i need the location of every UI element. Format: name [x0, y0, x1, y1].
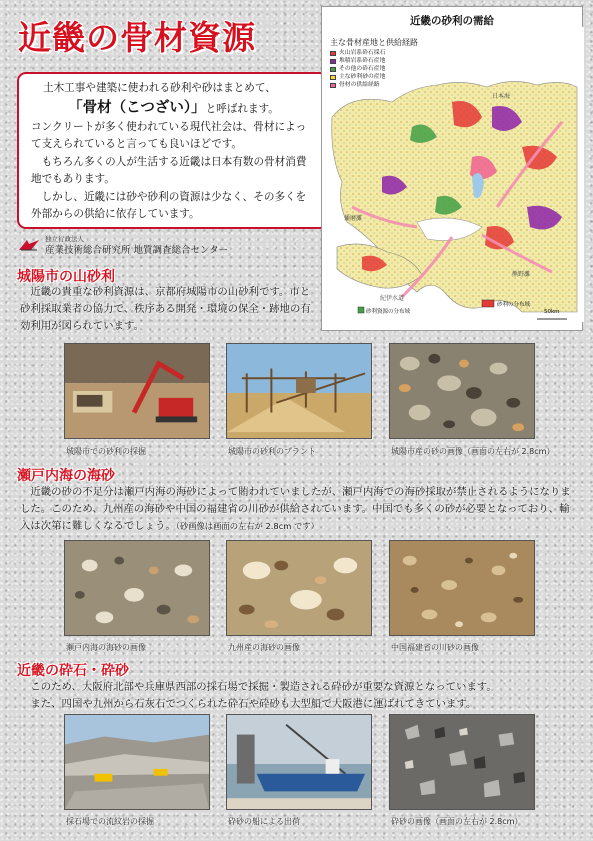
- legend-swatch: [330, 51, 336, 56]
- section-text-crushed-1: このため、大阪府北部や兵庫県西部の採石場で採掘・製造される砕砂が重要な資源となっています。: [30, 681, 497, 693]
- section-note-seto: （砂画像は画面の左右が 2.8cm です）: [175, 521, 319, 531]
- legend-label: その他の砕石産地: [339, 66, 386, 72]
- map-bottom-legend: 砂利資源の分布域: [366, 309, 411, 315]
- section-heading-seto: 瀬戸内海の海砂: [17, 468, 115, 484]
- sea-label: 播磨灘: [344, 215, 363, 222]
- map-legend: [330, 49, 385, 89]
- photo-ship-loading: [226, 714, 372, 810]
- legend-label: 火山岩系砕石採石: [339, 50, 386, 56]
- section-text-crushed-2: また、四国や九州から石灰石でつくられた砕石や砕砂も大型船で大阪港に運ばれてきています。: [30, 698, 477, 710]
- photo-crushed-sand: [389, 714, 535, 810]
- legend-swatch: [330, 59, 336, 64]
- legend-label: 骨材の供給経路: [339, 82, 380, 88]
- map-title: 近畿の砂利の需給: [410, 15, 494, 27]
- caption: 城陽市の砂利のプラント: [228, 447, 316, 456]
- caption: 九州産の海砂の画像: [228, 643, 300, 652]
- page-title: 近畿の骨材資源: [18, 18, 256, 57]
- intro-para2: もちろん多くの人が生活する近畿は日本有数の骨材消費地でもあります。: [31, 155, 307, 185]
- aist-logo-icon: [17, 238, 41, 252]
- caption: 砕砂の船による出荷: [228, 817, 300, 826]
- legend-label: 堆積岩系砕石産地: [339, 58, 386, 64]
- caption: 砕砂の画像（画面の左右が 2.8cm）: [391, 817, 523, 826]
- caption: 瀬戸内海の海砂の画像: [66, 643, 146, 652]
- kinki-gravel-map: [321, 6, 583, 331]
- org-type: 独立行政法人: [45, 235, 84, 243]
- legend-swatch: [330, 67, 336, 72]
- caption: 城陽市での砂利の採掘: [66, 447, 146, 456]
- legend-item: [330, 73, 385, 81]
- sea-label: 紀伊水道: [380, 295, 405, 302]
- map-scale: 50km: [544, 309, 560, 315]
- org-name: 産業技術総合研究所 地質調査総合センター: [45, 245, 229, 256]
- map-legend-title: 主な骨材産地と供給経路: [330, 38, 418, 47]
- section-text-joyo: 近畿の貴重な砂利資源は、京都府城陽市の山砂利です。市と砂利採取業者の協力で、秩序ある開発・環境の保全・跡地の有効利用が図られています。: [20, 286, 311, 332]
- legend-item: [330, 65, 385, 73]
- photo-joyo-excavation: [64, 343, 210, 439]
- photo-kyushu-sand: [226, 540, 372, 636]
- section-text-seto: [20, 484, 576, 535]
- sea-label: 熊野灘: [512, 271, 531, 278]
- legend-label: 主な砂利砂の産地: [339, 74, 386, 80]
- intro-term: 「骨材（こつざい）」: [68, 99, 206, 116]
- caption: 採石場での流紋岩の採掘: [66, 817, 154, 826]
- sea-label: 日本海: [492, 93, 511, 100]
- photo-quarry: [64, 714, 210, 810]
- intro-para3: しかし、近畿には砂や砂利の資源は少なく、その多くを外部からの供給に依存しています。: [31, 190, 307, 220]
- legend-swatch: [330, 75, 336, 80]
- photo-seto-sand: [64, 540, 210, 636]
- intro-box: [17, 72, 328, 229]
- section-text-seto-body: 近畿の砂の不足分は瀬戸内海の海砂によって賄われていましたが、瀬戸内海での海砂採取が禁止されるようになりました。このため、九州産の海砂や中国の福建省の川砂が供給されています。中国でも多くの砂が必要となっており、輸入は次第に難しくなるでしょう。: [20, 486, 571, 532]
- legend-item: [330, 49, 385, 57]
- legend-item: [330, 57, 385, 65]
- photo-joyo-sand: [389, 343, 535, 439]
- legend-item: [330, 81, 385, 89]
- section-heading-joyo: 城陽市の山砂利: [17, 269, 115, 285]
- photo-fujian-sand: [389, 540, 535, 636]
- photo-joyo-plant: [226, 343, 372, 439]
- intro-term-line: [31, 98, 316, 119]
- marker-legend-label: 砂利の分布域: [497, 302, 531, 308]
- organization-credit: [17, 234, 228, 256]
- section-heading-crushed: 近畿の砕石・砕砂: [17, 663, 129, 679]
- intro-para1: コンクリートが多く使われている現代社会は、骨材によって支えられていると言っても良いほどです。: [31, 120, 307, 150]
- intro-term-suffix: と呼ばれます。: [205, 102, 279, 115]
- caption: 中国福建省の川砂の画像: [391, 643, 479, 652]
- intro-line1: 土木工事や建築に使われる砂利や砂はまとめて、: [43, 82, 276, 94]
- legend-swatch: [330, 83, 336, 88]
- caption: 城陽市産の砂の画像（画面の左右が 2.8cm）: [391, 447, 555, 456]
